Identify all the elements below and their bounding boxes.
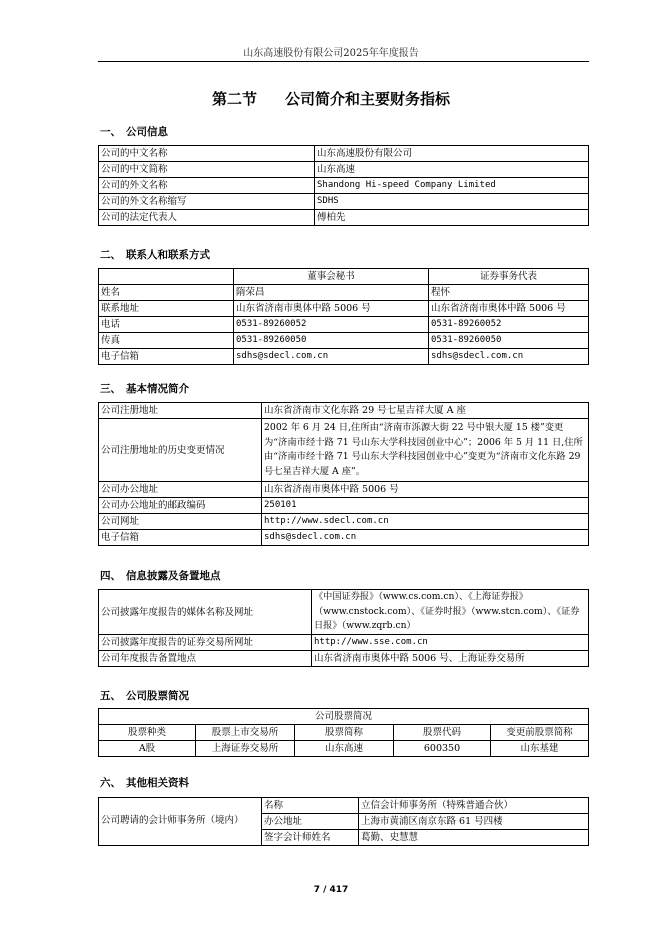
table-row: 公司的中文简称 山东高速 xyxy=(99,162,589,178)
heading-stock: 五、 公司股票简况 xyxy=(100,690,189,702)
basic-info-table xyxy=(98,402,589,546)
table-header-row: 股票种类 股票上市交易所 股票简称 股票代码 变更前股票简称 xyxy=(99,725,589,741)
table-row: 公司披露年度报告的媒体名称及网址 《中国证券报》（www.cs.com.cn）、《上海证券报》（www.cnstock.com）、《证券时报》（www.stcn.com）、《证券日报》（www.zqrb.cn） xyxy=(99,590,589,635)
table-row: 公司的中文名称 山东高速股份有限公司 xyxy=(99,146,589,162)
table-caption-row: 公司股票简况 xyxy=(99,709,589,725)
page-number: 7 / 417 xyxy=(313,885,349,895)
heading-contacts: 二、 联系人和联系方式 xyxy=(100,249,210,261)
table-header-row: 董事会秘书 证券事务代表 xyxy=(99,269,589,285)
table-row: 公司披露年度报告的证券交易所网址 http://www.sse.com.cn xyxy=(99,635,589,651)
heading-company-info: 一、 公司信息 xyxy=(100,126,168,138)
company-info-table xyxy=(98,145,589,226)
accountant-table xyxy=(98,797,589,846)
table-row: 公司聘请的会计师事务所（境内） 名称 立信会计师事务所（特殊普通合伙） xyxy=(99,798,589,814)
table-row: 办公地址 上海市黄浦区南京东路 61 号四楼 xyxy=(99,814,589,830)
table-row: 姓名 隋荣昌 程怀 xyxy=(99,285,589,301)
section-name: 公司简介和主要财务指标 xyxy=(285,90,451,108)
table-row: A股 上海证券交易所 山东高速 600350 山东基建 xyxy=(99,741,589,757)
section-title xyxy=(0,88,662,109)
table-row: 电子信箱 sdhs@sdecl.com.cn xyxy=(99,530,589,546)
table-row: 电话 0531-89260052 0531-89260052 xyxy=(99,317,589,333)
contacts-table xyxy=(98,268,589,365)
table-row: 公司的法定代表人 傅柏先 xyxy=(99,210,589,226)
table-row: 公司的外文名称缩写 SDHS xyxy=(99,194,589,210)
heading-disclosure: 四、 信息披露及备置地点 xyxy=(100,570,221,582)
heading-other-info: 六、 其他相关资料 xyxy=(100,777,189,789)
table-row: 公司网址 http://www.sdecl.com.cn xyxy=(99,514,589,530)
table-row: 签字会计师姓名 葛勤、史慧慧 xyxy=(99,830,589,846)
table-row: 电子信箱 sdhs@sdecl.com.cn sdhs@sdecl.com.cn xyxy=(99,349,589,365)
table-row: 公司办公地址的邮政编码 250101 xyxy=(99,498,589,514)
disclosure-table xyxy=(98,589,589,667)
table-row: 公司办公地址 山东省济南市奥体中路 5006 号 xyxy=(99,482,589,498)
page-header: 山东高速股份有限公司2025年年度报告 xyxy=(243,48,419,59)
header-rule xyxy=(98,61,589,62)
table-row: 传真 0531-89260050 0531-89260050 xyxy=(99,333,589,349)
section-number: 第二节 xyxy=(211,90,257,108)
table-row: 公司年度报告备置地点 山东省济南市奥体中路 5006 号、上海证券交易所 xyxy=(99,651,589,667)
heading-basic-info: 三、 基本情况简介 xyxy=(100,383,189,395)
table-row: 联系地址 山东省济南市奥体中路 5006 号 山东省济南市奥体中路 5006 号 xyxy=(99,301,589,317)
stock-table xyxy=(98,708,589,757)
table-row: 公司注册地址 山东省济南市文化东路 29 号七星吉祥大厦 A 座 xyxy=(99,403,589,419)
table-row: 公司的外文名称 Shandong Hi-speed Company Limited xyxy=(99,178,589,194)
table-row: 公司注册地址的历史变更情况 2002 年 6 月 24 日,住所由“济南市泺源大街 22 号中银大厦 15 楼”变更为“济南市经十路 71 号山东大学科技园创业中心”；2006 年 5 月 11 日,住所由“济南市经十路 71 号山东大学科技园创业中心”变更为“济南市文化东路 29 号七星吉祥大厦 A 座”。 xyxy=(99,419,589,482)
